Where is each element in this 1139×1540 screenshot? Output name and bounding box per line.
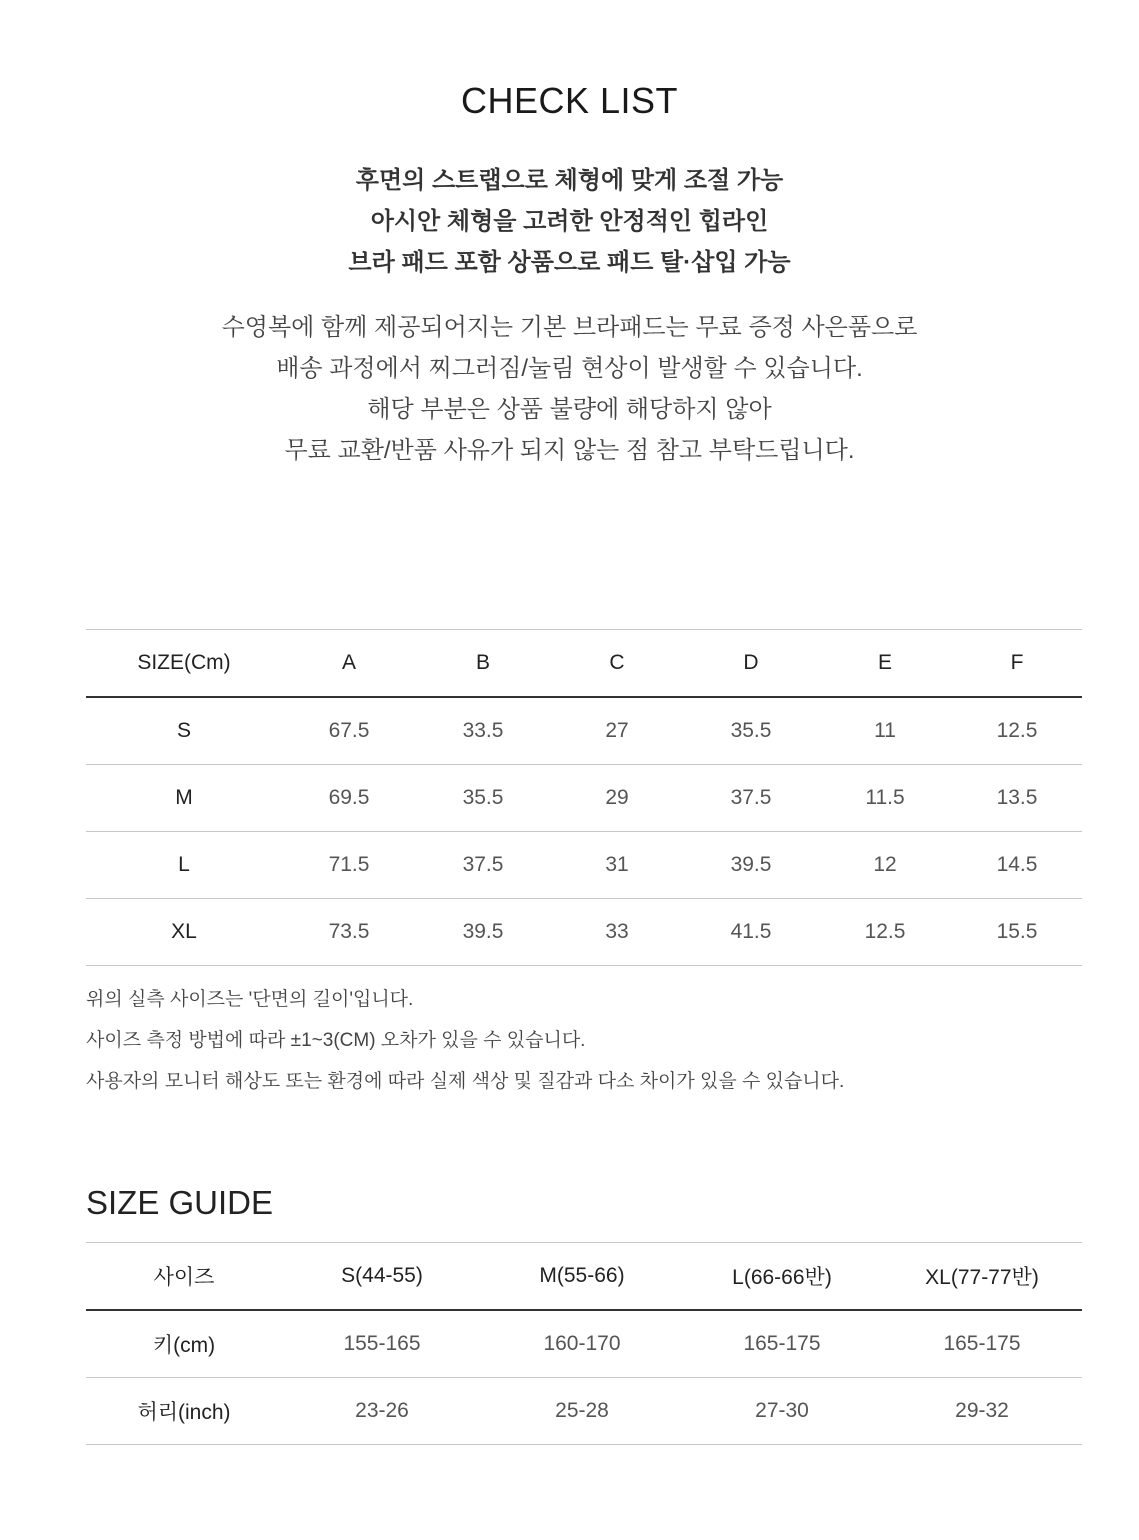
feature-item: 브라 패드 포함 상품으로 패드 탈·삽입 가능 (348, 249, 791, 276)
column-header: 사이즈 (86, 1243, 282, 1311)
notice-line: 해당 부분은 상품 불량에 해당하지 않아 (367, 396, 772, 423)
pad-notice (0, 307, 1139, 471)
table-cell: 15.5 (952, 899, 1082, 966)
table-cell: 39.5 (684, 832, 818, 899)
table-cell: 12.5 (818, 899, 952, 966)
notice-line: 무료 교환/반품 사유가 되지 않는 점 참고 부탁드립니다. (284, 437, 855, 464)
table-row (86, 899, 1082, 966)
table-cell: 29-32 (882, 1378, 1082, 1445)
table-cell: 35.5 (416, 765, 550, 832)
feature-list (0, 160, 1139, 283)
row-header: S (86, 697, 282, 765)
row-header: XL (86, 899, 282, 966)
table-cell: 73.5 (282, 899, 416, 966)
table-row (86, 765, 1082, 832)
feature-item: 아시안 체형을 고려한 안정적인 힙라인 (370, 208, 769, 235)
table-cell: 31 (550, 832, 684, 899)
column-header: F (952, 630, 1082, 698)
table-cell: 155-165 (282, 1310, 482, 1378)
table-cell: 29 (550, 765, 684, 832)
row-header: 허리(inch) (86, 1378, 282, 1445)
table-row (86, 832, 1082, 899)
table-cell: 67.5 (282, 697, 416, 765)
row-header: L (86, 832, 282, 899)
table-cell: 37.5 (684, 765, 818, 832)
table-header-row (86, 630, 1082, 698)
size-guide-table (86, 1242, 1082, 1445)
table-row (86, 1310, 1082, 1378)
table-row (86, 1378, 1082, 1445)
measurement-table (86, 629, 1082, 966)
table-cell: 41.5 (684, 899, 818, 966)
column-header: A (282, 630, 416, 698)
table-cell: 11.5 (818, 765, 952, 832)
table-cell: 35.5 (684, 697, 818, 765)
table-cell: 160-170 (482, 1310, 682, 1378)
column-header: D (684, 630, 818, 698)
measurement-notes (86, 979, 844, 1102)
column-header: B (416, 630, 550, 698)
table-cell: 25-28 (482, 1378, 682, 1445)
table-row (86, 697, 1082, 765)
note-line: 위의 실측 사이즈는 '단면의 길이'입니다. (86, 989, 414, 1010)
row-header: M (86, 765, 282, 832)
table-cell: 27 (550, 697, 684, 765)
table-cell: 23-26 (282, 1378, 482, 1445)
column-header: S(44-55) (282, 1243, 482, 1311)
note-line: 사용자의 모니터 해상도 또는 환경에 따라 실제 색상 및 질감과 다소 차이가 있을 수 있습니다. (86, 1071, 845, 1092)
table-cell: 37.5 (416, 832, 550, 899)
notice-line: 배송 과정에서 찌그러짐/눌림 현상이 발생할 수 있습니다. (276, 355, 863, 382)
notice-line: 수영복에 함께 제공되어지는 기본 브라패드는 무료 증정 사은품으로 (221, 314, 918, 341)
column-header: E (818, 630, 952, 698)
table-header-row (86, 1243, 1082, 1311)
size-guide-title: SIZE GUIDE (86, 1184, 274, 1221)
table-cell: 13.5 (952, 765, 1082, 832)
column-header: L(66-66반) (682, 1243, 882, 1311)
feature-item: 후면의 스트랩으로 체형에 맞게 조절 가능 (355, 167, 784, 194)
column-header: XL(77-77반) (882, 1243, 1082, 1311)
column-header: SIZE(Cm) (86, 630, 282, 698)
row-header: 키(cm) (86, 1310, 282, 1378)
table-cell: 69.5 (282, 765, 416, 832)
table-cell: 165-175 (882, 1310, 1082, 1378)
table-cell: 71.5 (282, 832, 416, 899)
table-cell: 11 (818, 697, 952, 765)
table-cell: 33.5 (416, 697, 550, 765)
table-cell: 33 (550, 899, 684, 966)
table-cell: 165-175 (682, 1310, 882, 1378)
table-cell: 12 (818, 832, 952, 899)
table-cell: 14.5 (952, 832, 1082, 899)
checklist-title: CHECK LIST (460, 80, 679, 121)
table-cell: 12.5 (952, 697, 1082, 765)
table-cell: 39.5 (416, 899, 550, 966)
column-header: C (550, 630, 684, 698)
table-cell: 27-30 (682, 1378, 882, 1445)
column-header: M(55-66) (482, 1243, 682, 1311)
note-line: 사이즈 측정 방법에 따라 ±1~3(CM) 오차가 있을 수 있습니다. (86, 1030, 586, 1051)
